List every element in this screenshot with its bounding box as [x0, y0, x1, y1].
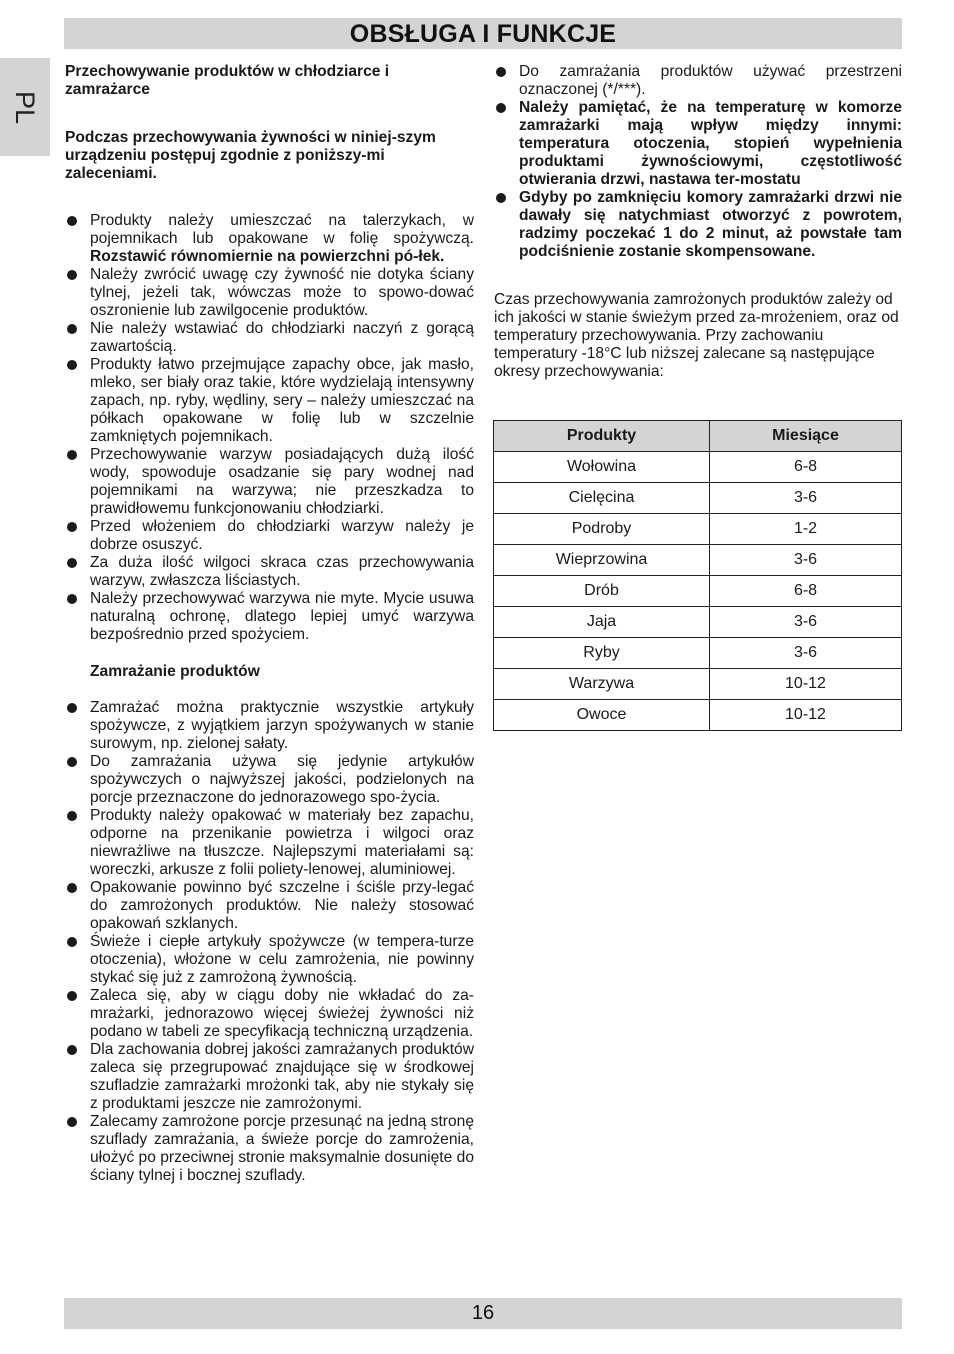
intro-text: Podczas przechowywania żywności w niniej-szym urządzeniu postępuj zgodnie z poniższy-mi zaleceniami. — [65, 129, 436, 182]
list-item-text: Należy pamiętać, że na temperaturę w komorze zamrażarki mają wpływ między innymi: temperatura otoczenia, stopień wypełnienia produktami żywnościowymi, częstotliwość otwierania drzwi, nastawa ter-mostatu — [519, 99, 902, 188]
freezing-heading: Zamrażanie produktów — [90, 663, 260, 680]
list-item — [65, 753, 474, 807]
product-cell: Drób — [494, 576, 710, 607]
table-row — [494, 607, 902, 638]
list-item-text: Produkty należy opakować w materiały bez zapachu, odporne na przenikanie powietrza i wilgoci oraz niewrażliwe na tłuszcze. Najlepszymi materiałami są: woreczki, arkusze z folii poliety-lenowej, aluminiowej. — [90, 807, 474, 878]
list-item — [65, 987, 474, 1041]
list-item-text: Do zamrażania produktów używać przestrzeni oznaczonej (*/***). — [519, 63, 902, 98]
list-item — [494, 99, 902, 189]
list-item-text: Przechowywanie warzyw posiadających dużą ilość wody, spowoduje osadzanie się pary wodnej nad pojemnikami na warzywa; nie przeszkadza to prawidłowemu funkcjonowaniu chłodziarki. — [90, 446, 474, 517]
list-item — [65, 212, 474, 266]
list-item — [65, 1041, 474, 1113]
column-header-months: Miesiące — [710, 421, 902, 452]
product-cell: Podroby — [494, 514, 710, 545]
list-item-text: Świeże i ciepłe artykuły spożywcze (w tempera-turze otoczenia), włożone w celu zamrożenia, nie powinny stykać się już z zamrożoną żywnością. — [90, 933, 474, 986]
list-item — [494, 189, 902, 261]
list-item-text: Przed włożeniem do chłodziarki warzyw należy je dobrze osuszyć. — [90, 518, 474, 553]
list-item-text: Nie należy wstawiać do chłodziarki naczyń z gorącą zawartością. — [90, 320, 474, 355]
product-cell: Ryby — [494, 638, 710, 669]
table-row — [494, 576, 902, 607]
list-item — [65, 266, 474, 320]
list-item — [65, 518, 474, 554]
months-cell: 10-12 — [710, 700, 902, 731]
list-item — [494, 63, 902, 99]
list-item — [65, 356, 474, 446]
page-title: OBSŁUGA I FUNKCJE — [349, 20, 617, 48]
months-cell: 3-6 — [710, 607, 902, 638]
list-item — [65, 590, 474, 644]
list-item-text: Zamrażać można praktycznie wszystkie artykuły spożywcze, z wyjątkiem jarzyn spożywanych w stanie surowym, np. zielonej sałaty. — [90, 699, 474, 752]
list-item — [65, 1113, 474, 1185]
list-item-text: Dla zachowania dobrej jakości zamrażanych produktów zaleca się przegrupować znajdujące się w środkowej szufladzie zamrażarki mrożonki tak, aby nie stykały się z produktami jeszcze nie zamrożonymi. — [90, 1041, 474, 1112]
months-cell: 6-8 — [710, 576, 902, 607]
table-row — [494, 700, 902, 731]
list-item-bold-text: Rozstawić równomiernie na powierzchni pó-łek. — [90, 248, 445, 265]
list-item — [65, 807, 474, 879]
product-cell: Wieprzowina — [494, 545, 710, 576]
list-item-text: Należy zwrócić uwagę czy żywność nie dotyka ściany tylnej, jeżeli tak, wówczas może to spowo-dować oszronienie lub zawilgocenie produktów. — [90, 266, 474, 319]
storage-time-table — [493, 420, 902, 731]
list-item-text: Za duża ilość wilgoci skraca czas przechowywania warzyw, zwłaszcza liściastych. — [90, 554, 474, 589]
table-row — [494, 669, 902, 700]
table-row — [494, 638, 902, 669]
language-label: PL — [10, 90, 41, 124]
table-body — [494, 452, 902, 731]
product-cell: Jaja — [494, 607, 710, 638]
list-item — [65, 933, 474, 987]
list-item — [65, 554, 474, 590]
section-heading: Przechowywanie produktów w chłodziarce i zamrażarce — [65, 63, 390, 98]
list-item-text: Produkty należy umieszczać na talerzykach, w pojemnikach lub opakowane w folię spożywczą. — [90, 212, 474, 247]
product-cell: Owoce — [494, 700, 710, 731]
months-cell: 3-6 — [710, 545, 902, 576]
right-column — [494, 63, 902, 381]
product-cell: Wołowina — [494, 452, 710, 483]
table-row — [494, 545, 902, 576]
product-cell: Warzywa — [494, 669, 710, 700]
list-item — [65, 320, 474, 356]
list-item-text: Zalecamy zamrożone porcje przesunąć na jedną stronę szuflady zamrażania, a świeże porcje do zamrożenia, ułożyć po przeciwnej stronie maksymalnie dosunięte do ściany tylnej i bocznej szuflady. — [90, 1113, 474, 1184]
months-cell: 1-2 — [710, 514, 902, 545]
freezing-list — [65, 699, 474, 1185]
months-cell: 3-6 — [710, 638, 902, 669]
list-item-text: Należy przechowywać warzywa nie myte. Mycie usuwa naturalną ochronę, dlatego lepiej umyć warzywa bezpośrednio przed spożyciem. — [90, 590, 474, 643]
table-row — [494, 483, 902, 514]
product-cell: Cielęcina — [494, 483, 710, 514]
page-number: 16 — [471, 1302, 495, 1324]
months-cell: 10-12 — [710, 669, 902, 700]
table-row — [494, 452, 902, 483]
table-header-row — [494, 421, 902, 452]
left-column — [65, 63, 474, 1185]
list-item-text: Zaleca się, aby w ciągu doby nie wkładać do za-mrażarki, jednorazowo więcej świeżej żywności niż podano w tabeli ze specyfikacją techniczną urządzenia. — [90, 987, 474, 1040]
table-row — [494, 514, 902, 545]
storage-time-paragraph: Czas przechowywania zamrożonych produktów zależy od ich jakości w stanie świeżym przed za-mrożeniem, oraz od temperatury przechowywania. Przy zachowaniu temperatury -18°C lub niższej zalecane są następujące okresy przechowywania: — [494, 291, 899, 380]
months-cell: 3-6 — [710, 483, 902, 514]
column-header-products: Produkty — [494, 421, 710, 452]
storage-list — [65, 212, 474, 644]
list-item-text: Gdyby po zamknięciu komory zamrażarki drzwi nie dawały się natychmiast otworzyć z powrotem, radzimy poczekać 1 do 2 minut, aż powstałe tam podciśnienie zostanie skompensowane. — [519, 189, 902, 260]
months-cell: 6-8 — [710, 452, 902, 483]
list-item — [65, 699, 474, 753]
freezer-notes-list — [494, 63, 902, 261]
list-item — [65, 879, 474, 933]
list-item-text: Produkty łatwo przejmujące zapachy obce, jak masło, mleko, ser biały oraz takie, które wydzielają intensywny zapach, np. ryby, wędliny, sery – należy umieszczać na półkach opakowane w folię lub w szczelnie zamkniętych pojemnikach. — [90, 356, 474, 445]
list-item-text: Opakowanie powinno być szczelne i ściśle przy-legać do zamrożonych produktów. Nie należy stosować opakowań szklanych. — [90, 879, 474, 932]
list-item — [65, 446, 474, 518]
list-item-text: Do zamrażania używa się jedynie artykułów spożywczych o najwyższej jakości, podzielonych na porcje przeznaczone do jednorazowego spo-życia. — [90, 753, 474, 806]
